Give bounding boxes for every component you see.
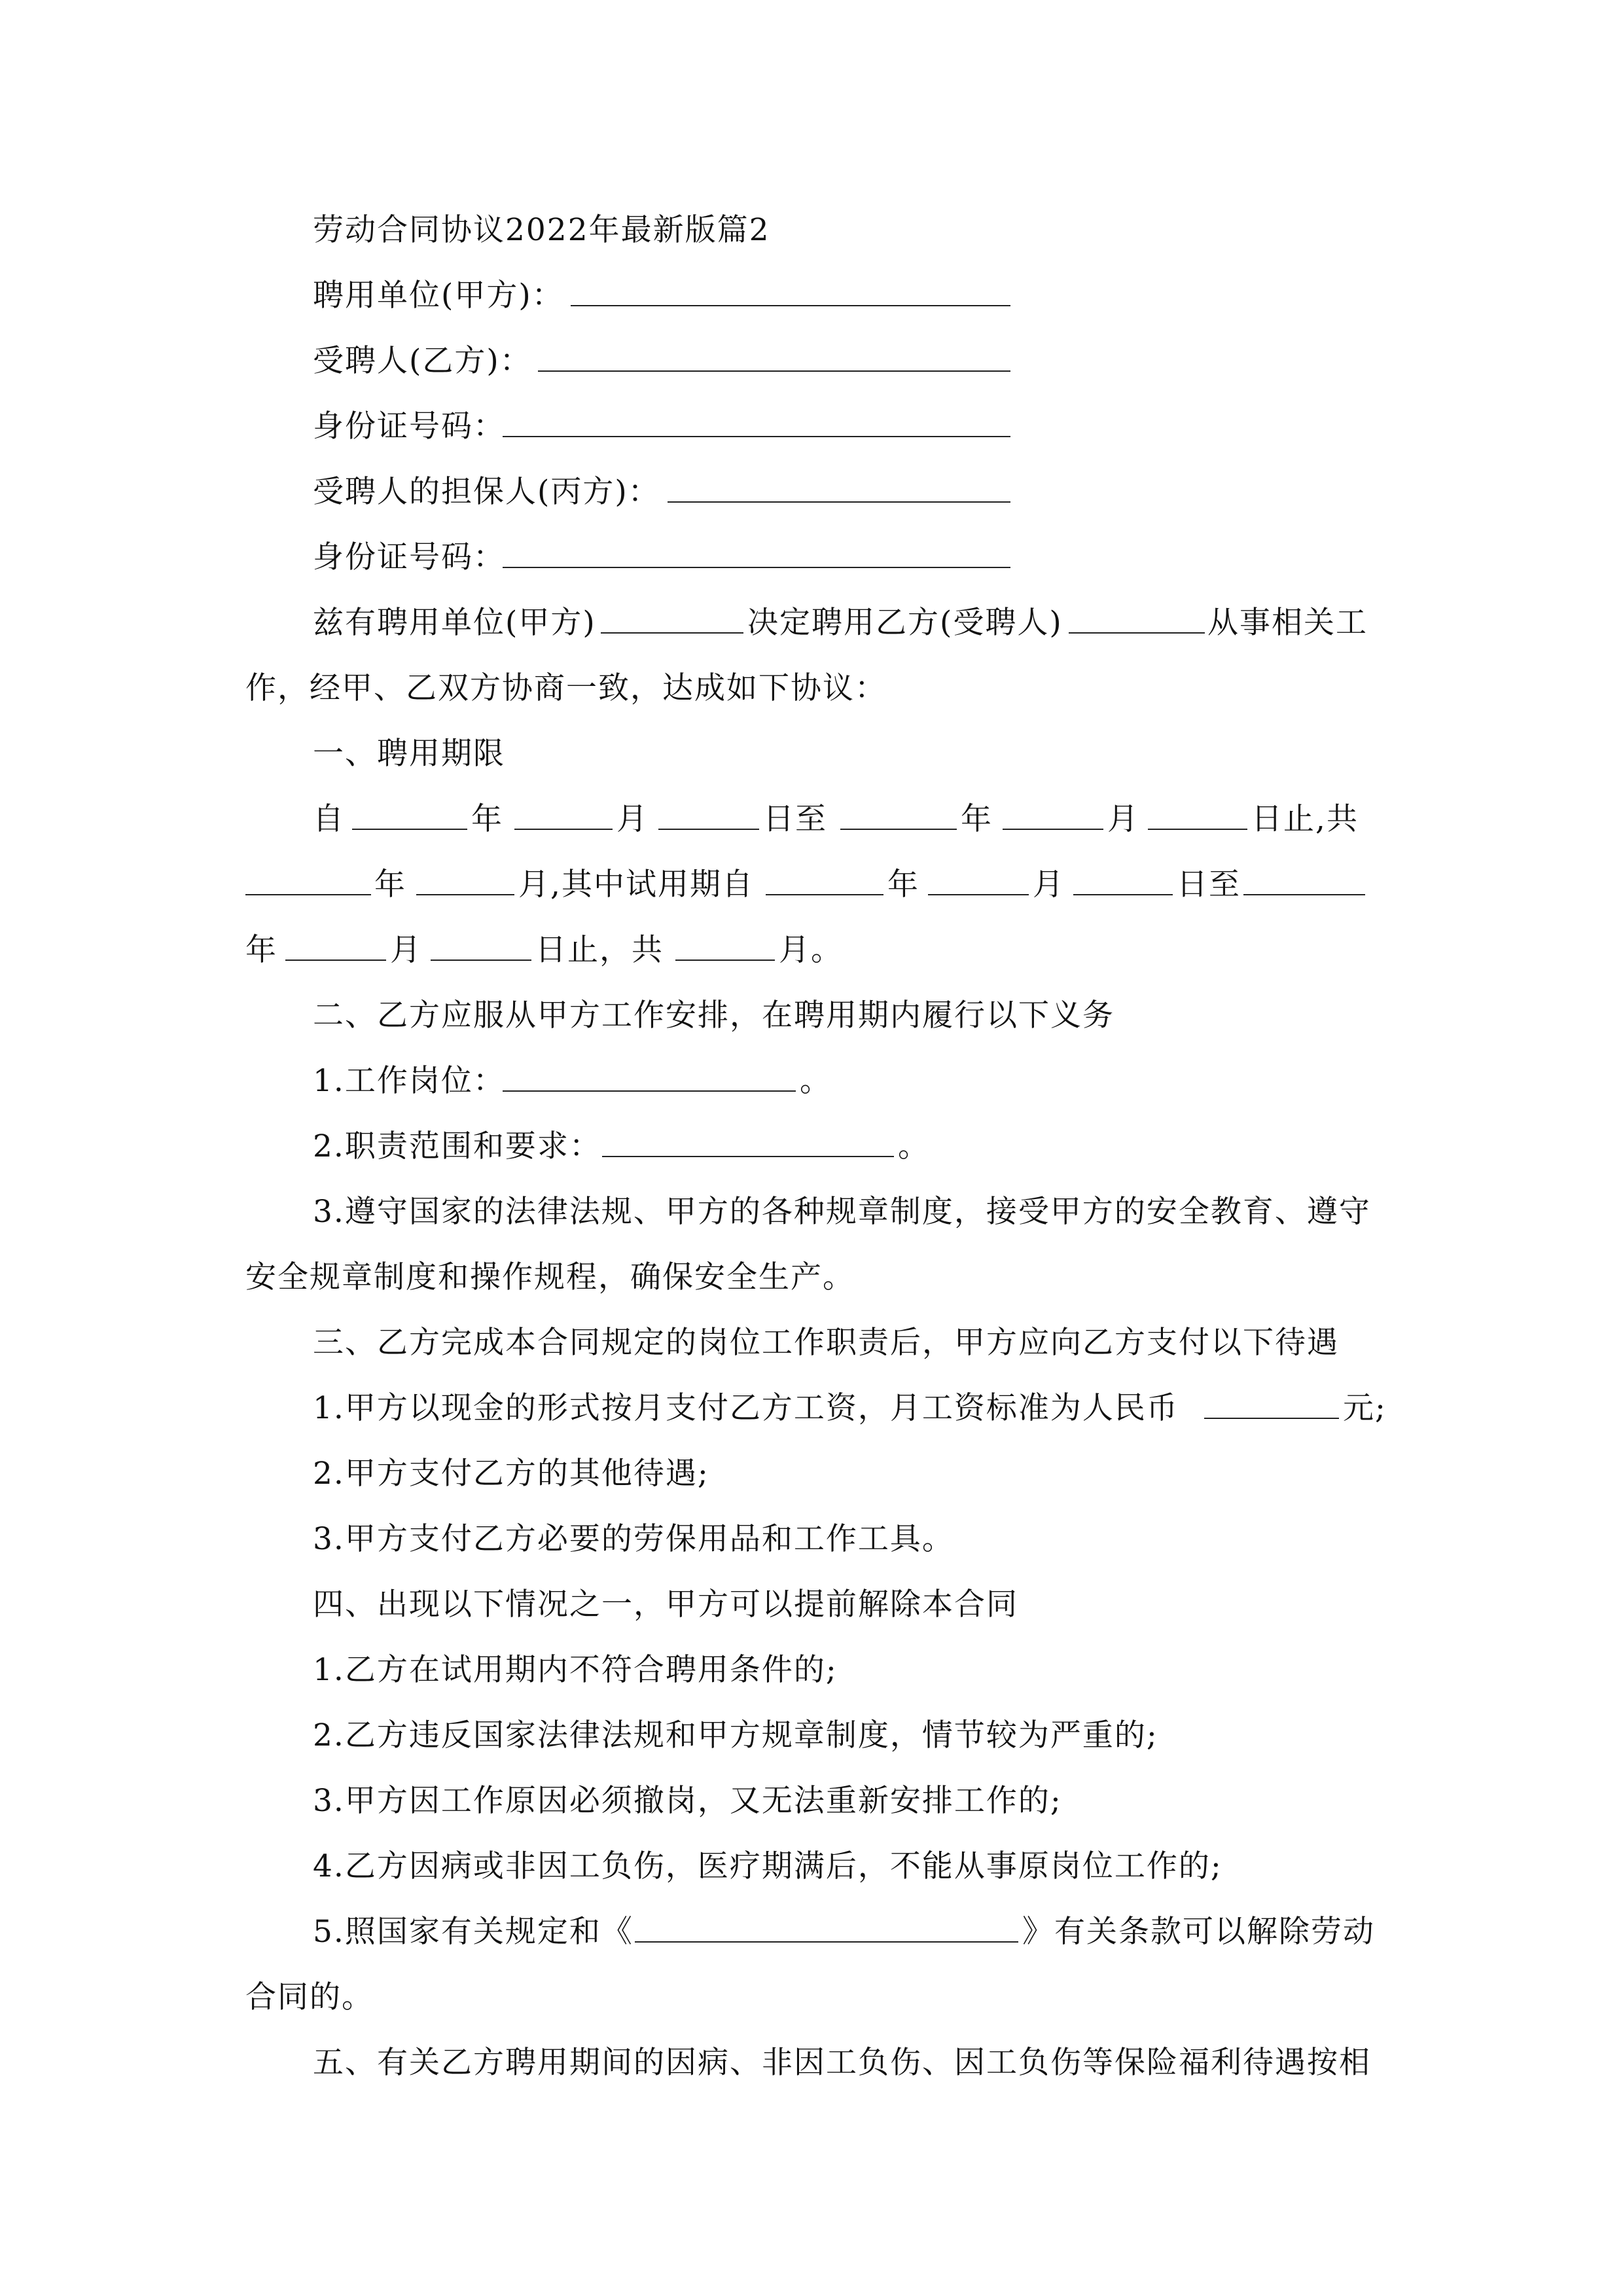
duties-blank[interactable] [602,1156,894,1157]
employee-label: 受聘人(乙方)： [313,343,532,379]
preamble-engage-text: 从事相关工 [1207,605,1368,641]
preamble-line-2 [0,656,1623,721]
employee-id-label: 身份证号码： [313,408,505,444]
section-4-item-4-line [0,1834,1623,1899]
employee-blank[interactable] [538,370,1010,372]
section-5-line-1 [0,2030,1623,2096]
section-3-item-1-line [0,1376,1623,1441]
section-4-item-1: 1.乙方在试用期内不符合聘用条件的; [313,1652,838,1688]
job-position-label: 1.工作岗位： [313,1063,505,1099]
term-end-month-label: 月 [1107,801,1139,837]
section-2-item-3-line-1 [0,1179,1623,1245]
section-3-item-3-line [0,1507,1623,1572]
section-2-item-2-line [0,1114,1623,1179]
term-end-day-blank[interactable] [1148,829,1247,830]
section-3-item-3: 3.甲方支付乙方必要的劳保用品和工作工具。 [313,1521,954,1557]
probation-end-month-blank[interactable] [285,960,386,961]
section-4-item-1-line [0,1638,1623,1703]
section-4-item-3-line [0,1768,1623,1834]
term-end-day-label: 日止,共 [1251,801,1359,837]
section-4-item-3: 3.甲方因工作原因必须撤岗，又无法重新安排工作的; [313,1783,1062,1819]
section-2-item-3-text-2: 安全规章制度和操作规程，确保安全生产。 [245,1259,855,1295]
section-1-heading-line [0,721,1623,787]
section-5-text: 五、有关乙方聘用期间的因病、非因工负伤、因工负伤等保险福利待遇按相 [313,2045,1371,2081]
section-3-heading: 三、乙方完成本合同规定的岗位工作职责后，甲方应向乙方支付以下待遇 [313,1325,1339,1361]
probation-start-month-blank[interactable] [928,894,1029,895]
section-3-item-2: 2.甲方支付乙方的其他待遇; [313,1456,709,1492]
term-end-year-blank[interactable] [840,829,957,830]
section-4-item-2-line [0,1703,1623,1768]
section-4-heading-line [0,1572,1623,1638]
document-title: 劳动合同协议2022年最新版篇2 [313,212,770,248]
probation-start-month-label: 月 [1033,867,1065,903]
preamble-line-1 [0,590,1623,656]
employee-line [0,329,1623,394]
guarantor-label: 受聘人的担保人(丙方)： [313,474,660,510]
section-2-heading: 二、乙方应服从甲方工作安排，在聘用期内履行以下义务 [313,997,1115,1033]
section-4-item-5-line-1 [0,1899,1623,1965]
probation-start-year-label: 年 [887,867,919,903]
guarantor-line [0,459,1623,525]
section-3-heading-line [0,1310,1623,1376]
term-start-day-blank[interactable] [658,829,759,830]
term-start-day-label: 日至 [763,801,827,837]
duties-label: 2.职责范围和要求： [313,1128,601,1164]
probation-end-year-label: 年 [245,932,277,968]
term-line-2 [0,852,1623,918]
section-4-item-5-continued: 合同的。 [245,1979,374,2015]
term-start-year-label: 年 [471,801,503,837]
preamble-agreement-text: 作，经甲、乙双方协商一致，达成如下协议： [245,670,887,706]
term-start-month-blank[interactable] [514,829,613,830]
employer-line [0,263,1623,329]
probation-total-month-blank[interactable] [675,960,775,961]
term-start-month-label: 月 [616,801,649,837]
guarantor-id-label: 身份证号码： [313,539,505,575]
preamble-employer-blank[interactable] [601,632,743,634]
section-3-item-2-line [0,1441,1623,1507]
probation-start-year-blank[interactable] [766,894,883,895]
duties-period: 。 [898,1128,930,1164]
section-4-heading: 四、出现以下情况之一，甲方可以提前解除本合同 [313,1587,1018,1623]
section-2-item-3-text-1: 3.遵守国家的法律法规、甲方的各种规章制度，接受甲方的安全教育、遵守 [313,1194,1371,1230]
section-4-item-5-line-2 [0,1965,1623,2030]
salary-unit: 元; [1343,1390,1387,1426]
probation-total-month-label: 月。 [779,932,843,968]
employer-label: 聘用单位(甲方)： [313,278,564,314]
term-start-year-blank[interactable] [352,829,467,830]
job-position-period: 。 [800,1063,832,1099]
regulation-name-blank[interactable] [635,1941,1018,1943]
preamble-employee-blank[interactable] [1069,632,1205,634]
probation-end-month-label: 月 [390,932,422,968]
section-4-item-5-start: 5.照国家有关规定和《 [313,1914,633,1950]
section-4-item-5-end: 》有关条款可以解除劳动 [1022,1914,1375,1950]
term-total-year-label: 年 [374,867,406,903]
probation-end-day-blank[interactable] [431,960,531,961]
section-2-item-1-line [0,1049,1623,1114]
probation-start-day-blank[interactable] [1073,894,1173,895]
employee-id-blank[interactable] [503,436,1010,437]
term-line-3 [0,918,1623,983]
probation-end-day-label: 日止，共 [535,932,664,968]
guarantor-id-line [0,525,1623,590]
section-1-heading: 一、聘用期限 [313,736,505,772]
salary-text: 1.甲方以现金的形式按月支付乙方工资，月工资标准为人民币 [313,1390,1179,1426]
guarantor-id-blank[interactable] [503,567,1010,568]
probation-end-year-blank-part1[interactable] [1243,894,1365,895]
section-4-item-4: 4.乙方因病或非因工负伤，医疗期满后，不能从事原岗位工作的; [313,1848,1222,1884]
employer-blank[interactable] [571,305,1010,306]
preamble-employer-text: 兹有聘用单位(甲方) [313,605,596,641]
term-end-year-label: 年 [961,801,993,837]
term-total-month-blank[interactable] [416,894,514,895]
employee-id-line [0,394,1623,459]
preamble-decision-text: 决定聘用乙方(受聘人) [747,605,1063,641]
guarantor-blank[interactable] [668,501,1010,503]
term-line-1 [0,787,1623,852]
term-total-year-blank[interactable] [245,894,371,895]
job-position-blank[interactable] [503,1090,796,1092]
document-title-line [0,198,1623,263]
term-end-month-blank[interactable] [1003,829,1103,830]
term-from-label: 自 [313,801,345,837]
salary-blank[interactable] [1204,1418,1339,1419]
section-2-item-3-line-2 [0,1245,1623,1310]
term-total-month-label: 月,其中试用期自 [518,867,754,903]
probation-start-day-label: 日至 [1177,867,1241,903]
section-4-item-2: 2.乙方违反国家法律法规和甲方规章制度，情节较为严重的; [313,1717,1158,1753]
section-2-heading-line [0,983,1623,1049]
